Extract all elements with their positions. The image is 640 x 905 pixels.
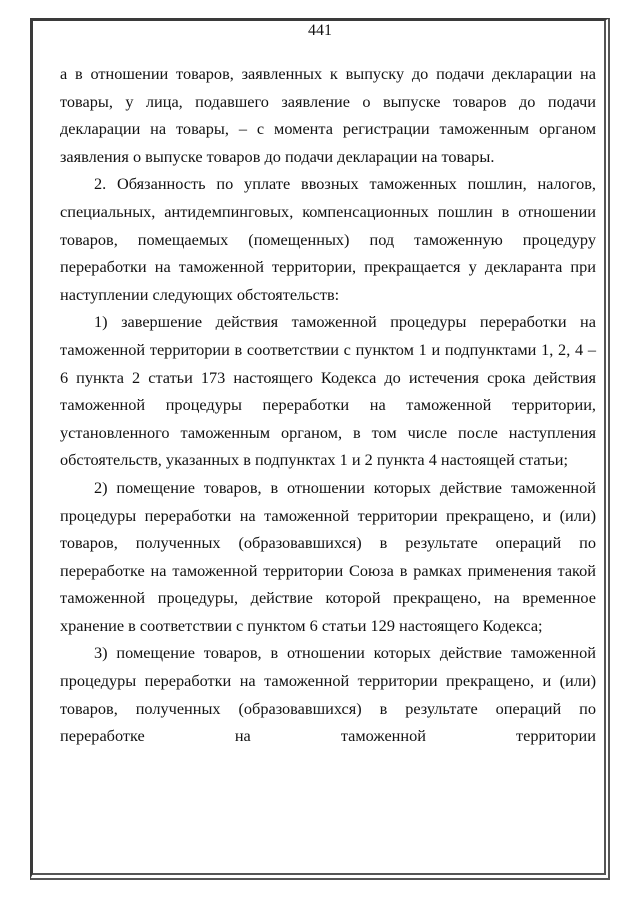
paragraph-continuation: а в отношении товаров, заявленных к выпуску до подачи декларации на товары, у лица, подавшего заявление о выпуске товаров до подачи декларации на товары, – с момента регистрации таможенным органом заявления о выпуске товаров до подачи декларации на товары. xyxy=(60,64,596,166)
paragraph-subclause-3: 3) помещение товаров, в отношении которых действие таможенной процедуры переработки на таможенной территории прекращено, и (или) товаров, полученных (образовавшихся) в результате операций по переработке на таможенной территории xyxy=(60,643,596,746)
paragraph-subclause-1: 1) завершение действия таможенной процедуры переработки на таможенной территории в соответствии с пунктом 1 и подпунктами 1, 2, 4 – 6 пункта 2 статьи 173 настоящего Кодекса до истечения срока действия таможенной процедуры переработки на таможенной территории, установленного таможенным органом, в том числе после наступления обстоятельств, указанных в подпунктах 1 и 2 пункта 4 настоящей статьи; xyxy=(60,312,596,470)
paragraph-clause-2: 2. Обязанность по уплате ввозных таможенных пошлин, налогов, специальных, антидемпинговых, компенсационных пошлин в отношении товаров, помещаемых (помещенных) под таможенную процедуру переработки на таможенной территории, прекращается у декларанта при наступлении следующих обстоятельств: xyxy=(60,174,596,304)
document-body xyxy=(60,60,596,750)
page-number: 441 xyxy=(308,22,332,39)
paragraph-subclause-2: 2) помещение товаров, в отношении которых действие таможенной процедуры переработки на таможенной территории прекращено, и (или) товаров, полученных (образовавшихся) в результате операций по переработке на таможенной территории Союза в рамках применения такой таможенной процедуры, действие которой прекращено, на временное хранение в соответствии с пунктом 6 статьи 129 настоящего Кодекса; xyxy=(60,477,596,635)
